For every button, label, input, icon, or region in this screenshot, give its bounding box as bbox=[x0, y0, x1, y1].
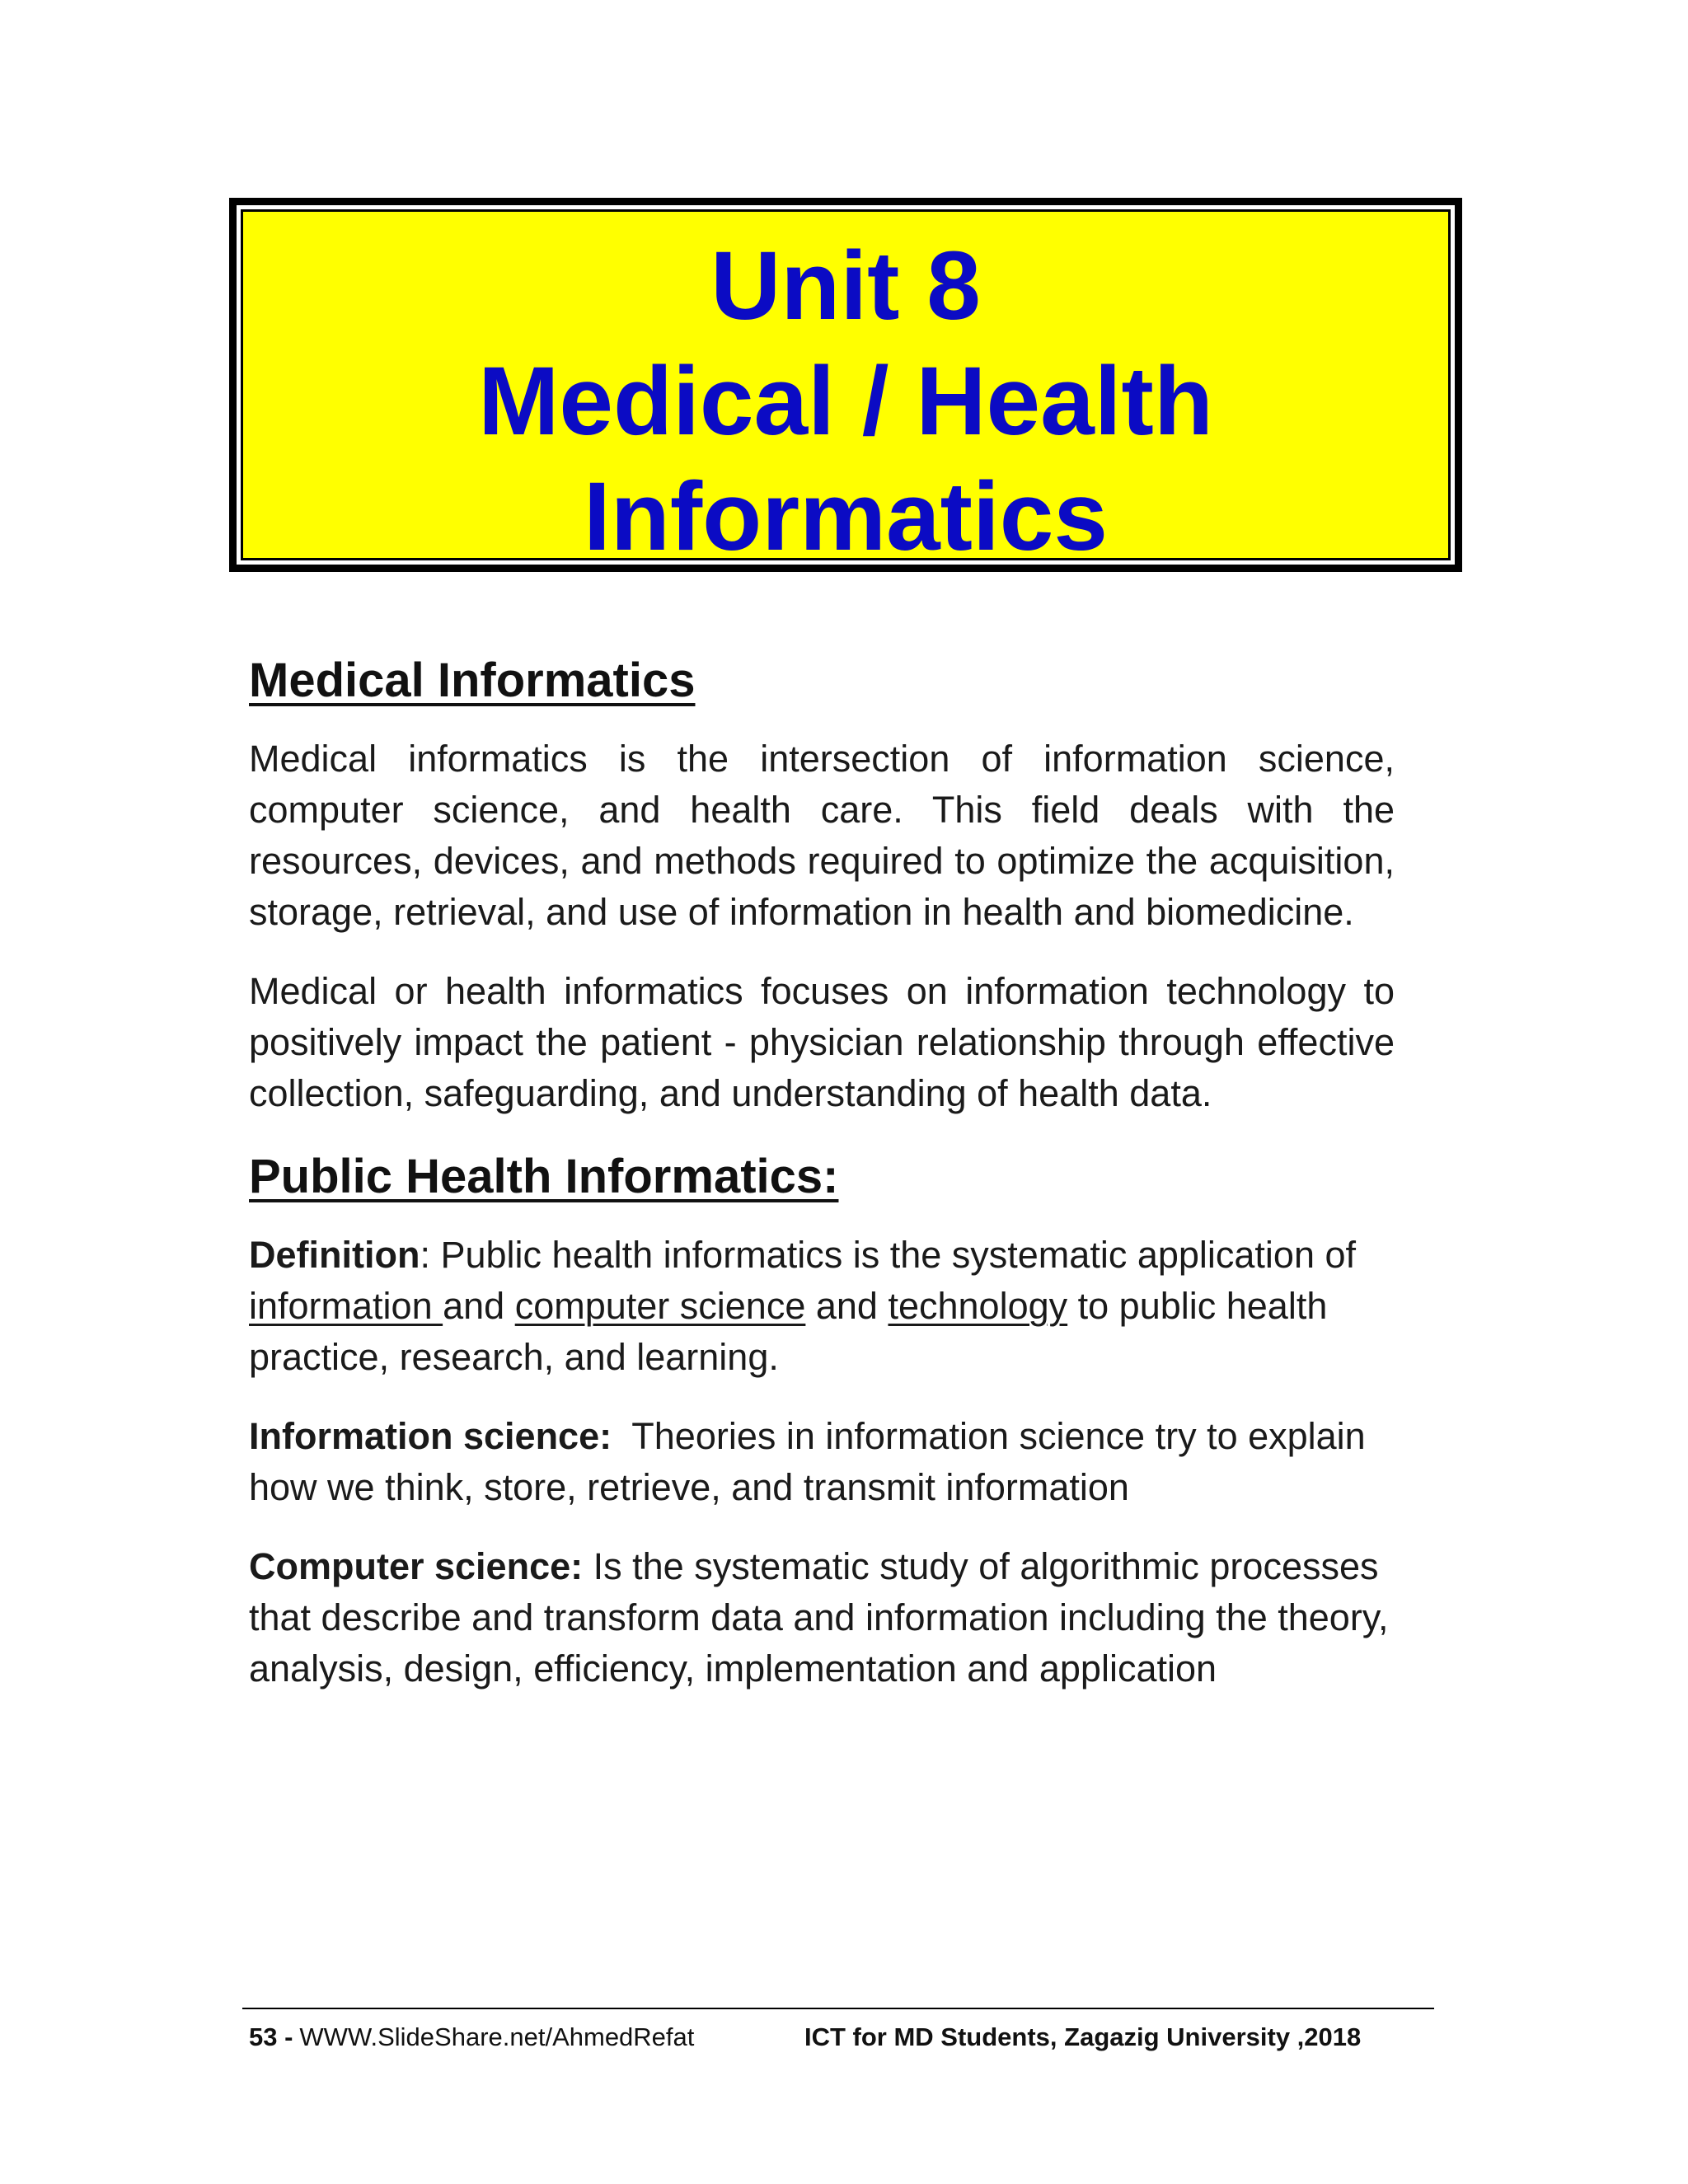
definition-text-4: to public health practice, research, and learning. bbox=[249, 1285, 1328, 1378]
unit-title-box bbox=[229, 198, 1462, 572]
technology-link[interactable]: technology bbox=[888, 1285, 1068, 1327]
definition-paragraph bbox=[249, 1230, 1395, 1383]
information-science-paragraph bbox=[249, 1411, 1395, 1513]
unit-title-line-1: Medical / Health bbox=[478, 347, 1213, 456]
page-footer bbox=[249, 2019, 1436, 2055]
footer-divider bbox=[242, 2008, 1434, 2009]
definition-text-3: and bbox=[805, 1285, 889, 1327]
computer-science-term: Computer science: bbox=[249, 1545, 584, 1587]
definition-term: Definition bbox=[249, 1234, 420, 1276]
footer-website: WWW.SlideShare.net/AhmedRefat bbox=[299, 2022, 695, 2051]
page-content bbox=[249, 651, 1395, 1722]
unit-title-line-2: Informatics bbox=[583, 462, 1109, 571]
information-science-term: Information science: bbox=[249, 1415, 612, 1457]
computer-science-paragraph bbox=[249, 1541, 1395, 1694]
unit-number: Unit 8 bbox=[710, 232, 981, 340]
computer-science-text: Is the systematic study of algorithmic processes that describe and transform data and information including the theory, analysis, design, efficiency, implementation and application bbox=[249, 1545, 1389, 1690]
medical-informatics-paragraph-1: Medical informatics is the intersection of information science, computer science, and health care. This field deals with the resources, devices, and methods required to optimize the acquisition, storage, retrieval, and use of information in health and biomedicine. bbox=[249, 738, 1395, 933]
computer-science-link[interactable]: computer science bbox=[514, 1285, 806, 1327]
public-health-informatics-heading: Public Health Informatics: bbox=[249, 1150, 839, 1203]
footer-course-title: ICT for MD Students, Zagazig University ,2018 bbox=[804, 2022, 1362, 2051]
definition-text-1: Public health informatics is the systematic application of bbox=[440, 1234, 1357, 1276]
unit-title-inner bbox=[241, 209, 1451, 571]
information-link[interactable]: information bbox=[249, 1285, 443, 1327]
definition-text-2: and bbox=[443, 1285, 515, 1327]
information-science-text: Theories in information science try to explain how we think, store, retrieve, and transmit information bbox=[249, 1415, 1376, 1508]
medical-informatics-paragraph-2: Medical or health informatics focuses on information technology to positively impact the patient - physician relationship through effective collection, safeguarding, and understanding of health data. bbox=[249, 970, 1395, 1114]
medical-informatics-heading: Medical Informatics bbox=[249, 654, 696, 707]
page-number: 53 - bbox=[249, 2022, 293, 2051]
definition-separator: : bbox=[420, 1234, 441, 1276]
